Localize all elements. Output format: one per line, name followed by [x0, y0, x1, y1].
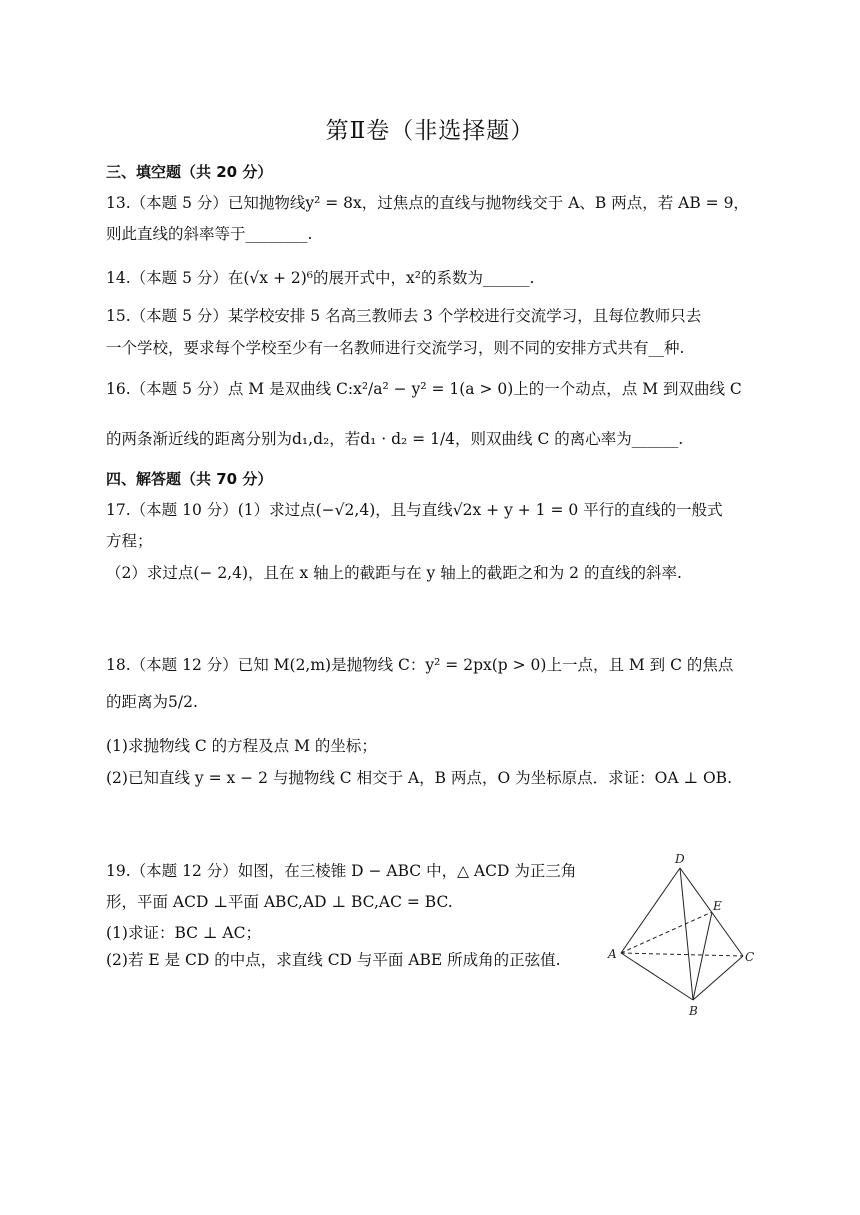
question-18-line-4: (2)已知直线 y = x − 2 与抛物线 C 相交于 A，B 两点，O 为坐标原点．求证：OA ⊥ OB. — [106, 769, 732, 787]
triangular-pyramid-figure — [605, 848, 765, 1018]
question-17-line-3: （2）求过点(− 2,4)，且在 x 轴上的截距与在 y 轴上的截距之和为 2 的直线的斜率. — [106, 564, 682, 582]
question-14: 14.（本题 5 分）在(√x + 2)⁶的展开式中，x²的系数为______. — [106, 269, 535, 287]
edge-EB — [693, 912, 712, 1000]
section-heading-solutions: 四、解答题（共 70 分） — [106, 470, 273, 488]
question-18-line-1: 18.（本题 12 分）已知 M(2,m)是抛物线 C：y² = 2px(p > 0)上一点，且 M 到 C 的焦点 — [106, 656, 734, 674]
question-19-line-1: 19.（本题 12 分）如图，在三棱锥 D − ABC 中，△ ACD 为正三角 — [106, 862, 577, 880]
question-16-line-2: 的两条渐近线的距离分别为d₁,d₂，若d₁ · d₂ = 1/4，则双曲线 C 的离心率为______. — [106, 430, 684, 448]
label-A: A — [608, 947, 617, 961]
edge-CB — [693, 956, 743, 1000]
question-13-line-1: 13.（本题 5 分）已知抛物线y² = 8x，过焦点的直线与抛物线交于 A、B 两点，若 AB = 9， — [106, 194, 749, 212]
question-15-line-1: 15.（本题 5 分）某学校安排 5 名高三教师去 3 个学校进行交流学习，且每位教师只去 — [106, 307, 702, 325]
question-17-line-1: 17.（本题 10 分）(1）求过点(−√2,4)，且与直线√2x + y + 1 = 0 平行的直线的一般式 — [106, 501, 723, 519]
question-19-line-4: (2)若 E 是 CD 的中点，求直线 CD 与平面 ABE 所成角的正弦值. — [106, 951, 561, 969]
section-heading-fill-in: 三、填空题（共 20 分） — [106, 163, 273, 181]
question-19-line-2: 形，平面 ACD ⊥平面 ABC,AD ⊥ BC,AC = BC. — [106, 893, 453, 911]
question-13-line-2: 则此直线的斜率等于________. — [106, 225, 313, 243]
page-title: 第Ⅱ卷（非选择题） — [325, 118, 535, 144]
edge-AB — [621, 953, 693, 1000]
label-B: B — [689, 1004, 698, 1018]
label-E: E — [713, 899, 722, 913]
label-D: D — [675, 852, 685, 866]
question-16-line-1: 16.（本题 5 分）点 M 是双曲线 C:x²/a² − y² = 1(a > 0)上的一个动点，点 M 到双曲线 C — [106, 380, 742, 398]
edge-DA — [621, 868, 680, 953]
edge-AC-hidden — [621, 953, 743, 956]
label-C: C — [745, 950, 755, 964]
question-15-line-2: 一个学校，要求每个学校至少有一名教师进行交流学习，则不同的安排方式共有__种. — [106, 339, 685, 357]
edge-DB — [680, 868, 693, 1000]
question-18-line-2: 的距离为5/2. — [106, 693, 198, 711]
question-18-line-3: (1)求抛物线 C 的方程及点 M 的坐标； — [106, 737, 377, 755]
question-17-line-2: 方程； — [106, 532, 153, 550]
question-19-line-3: (1)求证：BC ⊥ AC； — [106, 924, 261, 942]
